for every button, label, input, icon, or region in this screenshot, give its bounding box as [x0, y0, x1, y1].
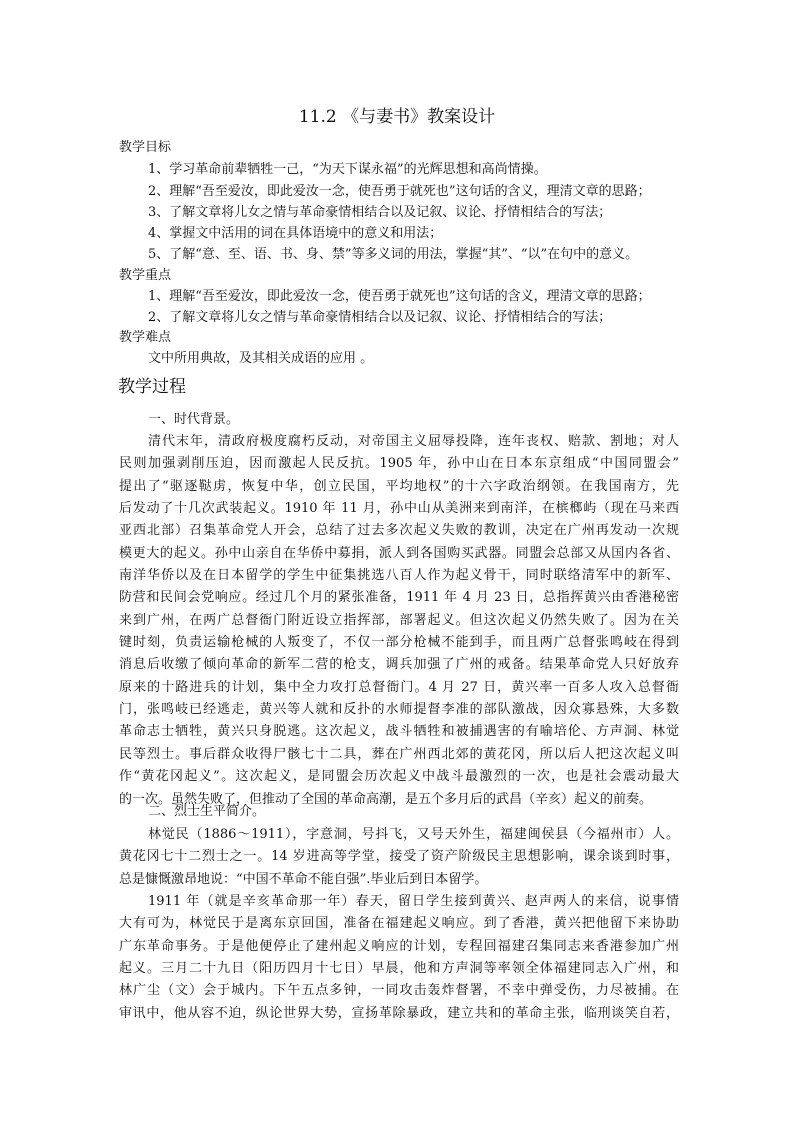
key-point-item: 1、理解“吾至爱汝，即此爱汝一念，使吾勇于就死也”这句话的含义，理清文章的思路；: [148, 289, 651, 304]
section1-heading: 一、时代背景。: [148, 412, 240, 427]
paragraph-line: 的一次。虽然失败了，但推动了全国的革命高潮，是五个多月后的武昌（辛亥）起义的前奏。: [119, 791, 653, 807]
objective-item: 3、了解文章将儿女之情与革命豪情相结合以及记叙、议论、抒情相结合的写法；: [148, 205, 612, 220]
section1-paragraph: [119, 431, 679, 811]
section2-paragraph-2: [119, 891, 679, 1025]
section2-heading: 二、烈士生平简介。: [148, 804, 266, 819]
paragraph-line: 革命志士牺牲，黄兴只身脱逃。这次起义，战斗牺牲和被捕遇害的有喻培伦、方声洞、林觉: [119, 724, 679, 740]
paragraph-line: 亚西北部）召集革命党人开会，总结了过去多次起义失败的教训，决定在广州再发动一次规: [119, 523, 679, 539]
paragraph-line: 作“黄花冈起义”。这次起义，是同盟会历次起义中战斗最激烈的一次，也是社会震动最大: [119, 769, 679, 785]
paragraph-line: 1911 年（就是辛亥革命那一年）春天，留日学生接到黄兴、赵声两人的来信，说事情: [148, 894, 679, 909]
paragraph-line: 大有可为，林觉民于是离东京回国，准备在福建起义响应。到了香港，黄兴把他留下来协助: [119, 916, 679, 932]
paragraph-line: 林觉民（1886～1911），字意洞，号抖飞，又号天外生，福建闽侯县（今福州市）人。: [148, 827, 679, 842]
paragraph-line: 民等烈士。事后群众收得尸骸七十二具，葬在广州西北郊的黄花冈，所以后人把这次起义叫: [119, 746, 679, 762]
key-point-item: 2、了解文章将儿女之情与革命豪情相结合以及记叙、议论、抒情相结合的写法；: [148, 310, 612, 325]
document-title: 11.2 《与妻书》教案设计: [298, 107, 496, 127]
objective-item: 5、了解“意、至、语、书、身、禁”等多义词的用法，掌握“其”、“以”在句中的意义。: [148, 247, 639, 262]
objective-item: 4、掌握文中活用的词在具体语境中的意义和用法；: [148, 226, 443, 241]
paragraph-line: 原来的十路进兵的计划，集中全力攻打总督衙门。4 月 27 日，黄兴率一百多人攻入总督衙: [119, 679, 679, 695]
difficulties-heading: 教学难点: [119, 330, 172, 345]
section2-paragraph-1: [119, 824, 679, 891]
paragraph-line: 黄花冈七十二烈士之一。14 岁进高等学堂，接受了资产阶级民主思想影响，课余谈到时事，: [119, 849, 679, 865]
paragraph-line: 防营和民间会党响应。经过几个月的紧张准备，1911 年 4 月 23 日，总指挥黄兴由香港秘密: [119, 590, 679, 606]
objective-item: 2、理解“吾至爱汝，即此爱汝一念，使吾勇于就死也”这句话的含义，理清文章的思路；: [148, 184, 651, 199]
paragraph-line: 林广尘（文）会于城内。下午五点多钟，一同攻击轰炸督署，不幸中弹受伤，力尽被捕。在: [119, 983, 679, 999]
paragraph-line: 起义。三月二十九日（阳历四月十七日）早晨，他和方声洞等率领全体福建同志入广州，和: [119, 961, 679, 977]
paragraph-line: 模更大的起义。孙中山亲自在华侨中募捐，派人到各国购买武器。同盟会总部又从国内各省、: [119, 545, 679, 561]
objectives-heading: 教学目标: [119, 140, 172, 155]
process-heading: 教学过程: [118, 377, 186, 397]
paragraph-line: 后发动了十几次武装起义。1910 年 11 月，孙中山从美洲来到南洋，在槟榔屿（现在马来西: [119, 501, 679, 517]
paragraph-line: 键时刻，负责运输枪械的人叛变了，不仅一部分枪械不能到手，而且两广总督张鸣岐在得到: [119, 635, 679, 651]
paragraph-line: 民则加强剥削压迫，因而激起人民反抗。1905 年，孙中山在日本东京组成“中国同盟会”: [119, 456, 679, 472]
key-points-heading: 教学重点: [119, 268, 172, 283]
paragraph-line: 来到广州，在两广总督衙门附近设立指挥部，部署起义。但这次起义仍然失败了。因为在关: [119, 612, 679, 628]
objective-item: 1、学习革命前辈牺牲一己，“为天下谋永福”的光辉思想和高尚情操。: [148, 162, 547, 177]
difficulty-item: 文中所用典故，及其相关成语的应用 。: [148, 351, 374, 366]
paragraph-line: 广东革命事务。于是他便停止了建州起义响应的计划，专程回福建召集同志来香港参加广州: [119, 938, 679, 954]
paragraph-line: 清代末年，清政府极度腐朽反动，对帝国主义屈辱投降，连年丧权、赔款、割地；对人: [148, 434, 679, 449]
paragraph-line: 提出了“驱逐鞑虏，恢复中华，创立民国，平均地权”的十六字政治纲领。在我国南方，先: [119, 478, 679, 494]
paragraph-line: 消息后收缴了倾向革命的新军二营的枪支，调兵加强了广州的戒备。结果革命党人只好放弃: [119, 657, 679, 673]
paragraph-line: 审讯中，他从容不迫，纵论世界大势，宣扬革除暴政，建立共和的革命主张，临刑谈笑自若，: [119, 1005, 679, 1021]
paragraph-line: 南洋华侨以及在日本留学的学生中征集挑选八百人作为起义骨干，同时联络清军中的新军、: [119, 568, 679, 584]
paragraph-line: 门，张鸣岐已经逃走，黄兴等人就和反扑的水师提督李准的部队激战，因众寡悬殊，大多数: [119, 702, 679, 718]
paragraph-line: 总是慷慨激昂地说：“中国不革命不能自强”.毕业后到日本留学。: [119, 871, 488, 887]
